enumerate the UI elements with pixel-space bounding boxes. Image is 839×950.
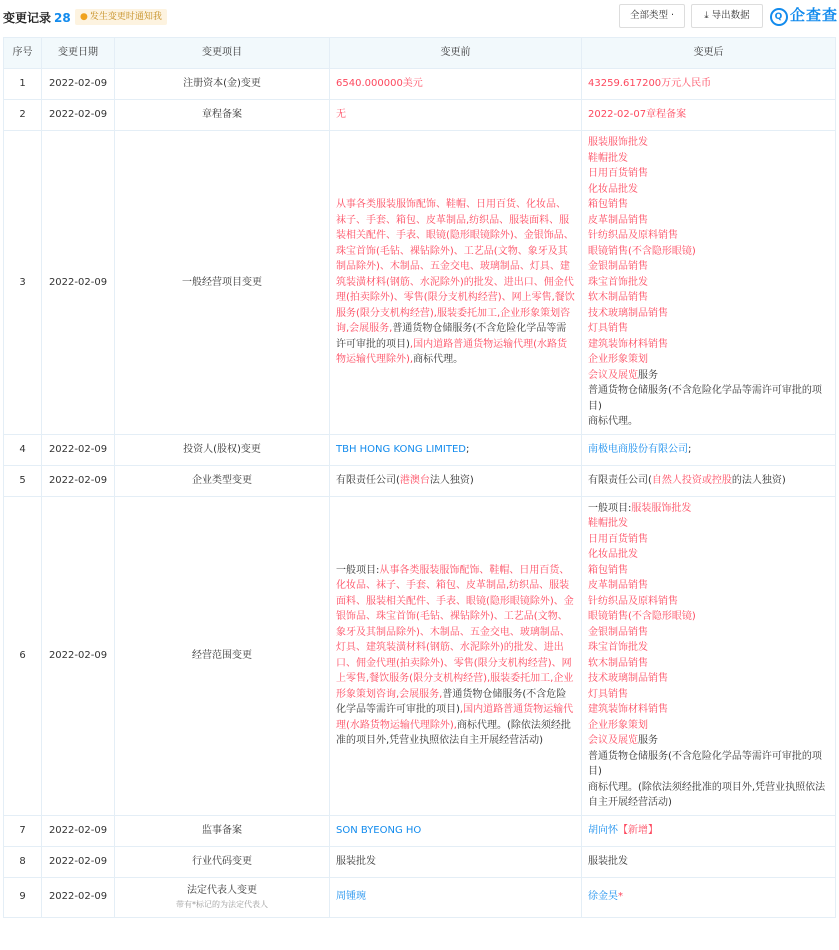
before-text-a: 从事各类服装服饰配饰、鞋帽、日用百货、化妆品、袜子、手套、箱包、皮革制品,纺织品、服装面料、服装相关配件、手表、眼镜(隐形眼镜除外)、金银饰品、珠宝首饰(毛钻、裸钻除外)、工艺品(文物、象牙及其制品除外)、木制品、五金交电、玻璃制品、灯具、建筑装潢材料(钢筋、水泥除外)的批发、进出口、佣金代理(拍卖除外)、零售(限分支机构经营)、网上零售,餐饮服务(限分支机构经营),服装委托加工,企业形象策划咨询,会展服务, [336, 199, 575, 334]
row-before [330, 131, 582, 435]
table-row [4, 131, 836, 435]
row-date: 2022-02-09 [42, 496, 115, 815]
after-mix-red: 会议及展览 [588, 369, 638, 381]
row-no: 1 [4, 69, 42, 100]
row-no: 3 [4, 131, 42, 435]
after-red-list [588, 135, 829, 368]
after-item: 化妆品批发 [588, 549, 638, 560]
text-c: 的法人独资) [731, 474, 786, 486]
before-text-e: 商标代理。(除依法须经批准的项目外,凭营业执照依法自主开展经营活动) [336, 719, 571, 746]
legal-rep-star: * [618, 891, 623, 903]
row-after: 43259.617200万元人民币 [582, 69, 836, 100]
row-date: 2022-02-09 [42, 131, 115, 435]
new-tag: 【新增】 [618, 824, 658, 836]
investor-link[interactable]: TBH HONG KONG LIMITED [336, 443, 466, 455]
row-date: 2022-02-09 [42, 434, 115, 465]
after-mix-red: 会议及展览 [588, 735, 638, 746]
col-header-before: 变更前 [330, 38, 582, 69]
after-item: 建筑装饰材料销售 [588, 338, 668, 350]
chevron-down-icon: · [671, 10, 675, 21]
row-date: 2022-02-09 [42, 877, 115, 917]
after-item: 珠宝首饰批发 [588, 642, 648, 653]
after-item: 金银制品销售 [588, 261, 648, 272]
before-text-b: 从事各类服装服饰配饰、鞋帽、日用百货、化妆品、袜子、手套、箱包、皮革制品,纺织品、服装面料、服装相关配件、手表、眼镜(隐形眼镜除外)、金银饰品、珠宝首饰(毛钻、裸钻除外)、工艺品(文物、象牙及其制品除外)、木制品、五金交电、玻璃制品、灯具、建筑装潢材料(钢筋、水泥除外)的批发、进出口、佣金代理(拍卖除外)、零售(限分支机构经营)、网上零售,餐饮服务(限分支机构经营),服装委托加工,企业形象策划咨询,会展服务, [336, 564, 574, 700]
notify-button[interactable] [75, 9, 167, 25]
row-no: 6 [4, 496, 42, 815]
row-item: 一般经营项目变更 [115, 131, 330, 435]
col-header-item: 变更项目 [115, 38, 330, 69]
table-row [4, 846, 836, 877]
after-first-red: 服装服饰批发 [631, 502, 692, 514]
sep: ; [688, 443, 692, 455]
row-after [582, 131, 836, 435]
after-item: 技术玻璃制品销售 [588, 673, 668, 684]
row-after [582, 815, 836, 846]
person-link[interactable]: 胡向怀 [588, 824, 618, 836]
row-after [582, 465, 836, 496]
download-icon: ⤓ [704, 10, 709, 21]
person-link[interactable]: 周锺琬 [336, 891, 366, 903]
after-item: 皮革制品销售 [588, 214, 648, 226]
table-row [4, 100, 836, 131]
after-item: 灯具销售 [588, 688, 628, 700]
text-c: 法人独资) [429, 474, 474, 486]
after-item: 珠宝首饰批发 [588, 276, 648, 288]
after-item: 灯具销售 [588, 323, 628, 334]
row-no: 8 [4, 846, 42, 877]
table-row [4, 496, 836, 815]
table-row [4, 69, 836, 100]
title-text: 变更记录 [3, 11, 52, 25]
row-before [330, 815, 582, 846]
change-record-table [3, 37, 836, 918]
row-date: 2022-02-09 [42, 815, 115, 846]
row-no: 5 [4, 465, 42, 496]
row-before: 服装批发 [330, 846, 582, 877]
row-before: 无 [330, 100, 582, 131]
table-row [4, 465, 836, 496]
before-text-a: 一般项目: [336, 564, 380, 576]
export-label: 导出数据 [711, 10, 750, 21]
after-item: 针纺织品及原料销售 [588, 230, 678, 241]
row-date: 2022-02-09 [42, 846, 115, 877]
after-dark-list [588, 749, 829, 811]
after-first-dark: 一般项目: [588, 502, 632, 514]
after-mix-dark: 服务 [638, 369, 658, 381]
after-item: 技术玻璃制品销售 [588, 307, 668, 319]
export-button[interactable] [691, 4, 763, 28]
section-title [3, 9, 71, 26]
col-header-no: 序号 [4, 38, 42, 69]
after-item: 商标代理。(除依法须经批准的项目外,凭营业执照依法自主开展经营活动) [588, 781, 826, 808]
row-no: 7 [4, 815, 42, 846]
before-text-c: 普通货物仓储服务(不含危险化学品等需许可审批的项目) [336, 688, 567, 715]
after-item: 建筑装饰材料销售 [588, 704, 668, 715]
bell-icon: ● [80, 12, 88, 22]
after-item: 鞋帽批发 [588, 152, 628, 164]
row-item: 企业类型变更 [115, 465, 330, 496]
after-item: 箱包销售 [588, 199, 628, 210]
row-after: 服装批发 [582, 846, 836, 877]
after-item: 眼镜销售(不含隐形眼镜) [588, 245, 696, 257]
after-item: 软木制品销售 [588, 292, 648, 303]
row-item: 注册资本(金)变更 [115, 69, 330, 100]
table-header-row [4, 38, 836, 69]
after-item: 企业形象策划 [588, 354, 648, 365]
after-item: 服装服饰批发 [588, 137, 648, 148]
row-no: 9 [4, 877, 42, 917]
col-header-date: 变更日期 [42, 38, 115, 69]
row-after [582, 434, 836, 465]
after-item: 眼镜销售(不含隐形眼镜) [588, 611, 696, 622]
text-b: 自然人投资或控股 [651, 474, 732, 486]
after-item: 普通货物仓储服务(不含危险化学品等需许可审批的项目) [588, 750, 822, 777]
after-mixed-line [588, 733, 829, 749]
after-item: 化妆品批发 [588, 183, 638, 195]
row-before [330, 496, 582, 815]
after-item: 鞋帽批发 [588, 518, 628, 529]
row-item: 经营范围变更 [115, 496, 330, 815]
after-item: 企业形象策划 [588, 719, 648, 731]
after-item: 金银制品销售 [588, 626, 648, 638]
after-item: 针纺织品及原料销售 [588, 595, 678, 607]
after-item: 箱包销售 [588, 564, 628, 576]
after-item: 商标代理。 [588, 416, 638, 427]
after-item: 普通货物仓储服务(不含危险化学品等需许可审批的项目) [588, 385, 822, 412]
row-item: 章程备案 [115, 100, 330, 131]
logo-text: 企查查 [790, 6, 839, 24]
row-after [582, 877, 836, 917]
text-a: 有限责任公司( [336, 474, 400, 486]
row-date: 2022-02-09 [42, 100, 115, 131]
after-red-list [588, 516, 829, 733]
after-mix-dark: 服务 [638, 735, 658, 746]
row-before [330, 877, 582, 917]
after-item: 皮革制品销售 [588, 580, 648, 591]
item-label: 法定代表人变更 [187, 885, 257, 897]
item-note: 带有*标记的为法定代表人 [176, 899, 268, 909]
logo-icon: Q [770, 8, 788, 26]
row-item: 行业代码变更 [115, 846, 330, 877]
person-link[interactable]: SON BYEONG HO [336, 824, 422, 836]
table-row [4, 815, 836, 846]
text-b: 港澳台 [399, 474, 430, 486]
before-text-c: ,国内道路普通货物运输代理(水路货物运输代理除外), [336, 338, 567, 365]
type-filter-label: 全部类型 [629, 10, 668, 21]
after-item: 软木制品销售 [588, 657, 648, 669]
before-text-d: 商标代理。 [413, 354, 464, 365]
row-date: 2022-02-09 [42, 465, 115, 496]
record-count: 28 [54, 11, 71, 25]
row-date: 2022-02-09 [42, 69, 115, 100]
row-before: 6540.000000美元 [330, 69, 582, 100]
after-first-line [588, 501, 829, 517]
row-item: 监事备案 [115, 815, 330, 846]
section-header [0, 0, 839, 34]
table-row [4, 434, 836, 465]
text-a: 有限责任公司( [588, 474, 652, 486]
row-before [330, 465, 582, 496]
row-no: 2 [4, 100, 42, 131]
after-dark-list [588, 383, 829, 430]
row-item [115, 877, 330, 917]
before-text-b: 普通货物仓储服务(不含危险化学品等需许可审批的项目) [336, 323, 567, 350]
row-after: 2022-02-07章程备案 [582, 100, 836, 131]
row-before [330, 434, 582, 465]
investor-link[interactable]: 南极电商股份有限公司 [588, 443, 688, 455]
notify-label: 发生变更时通知我 [89, 12, 162, 22]
row-after [582, 496, 836, 815]
before-text-d: ,国内道路普通货物运输代理(水路货物运输代理除外), [336, 704, 574, 731]
row-item: 投资人(股权)变更 [115, 434, 330, 465]
after-item: 日用百货销售 [588, 168, 648, 179]
after-mixed-line [588, 368, 829, 384]
type-filter-dropdown[interactable] [619, 4, 685, 28]
sep: ; [465, 443, 470, 455]
table-row [4, 877, 836, 917]
person-link[interactable]: 徐金昊 [588, 891, 618, 903]
after-item: 日用百货销售 [588, 533, 648, 545]
logo [770, 4, 838, 26]
col-header-after: 变更后 [582, 38, 836, 69]
row-no: 4 [4, 434, 42, 465]
